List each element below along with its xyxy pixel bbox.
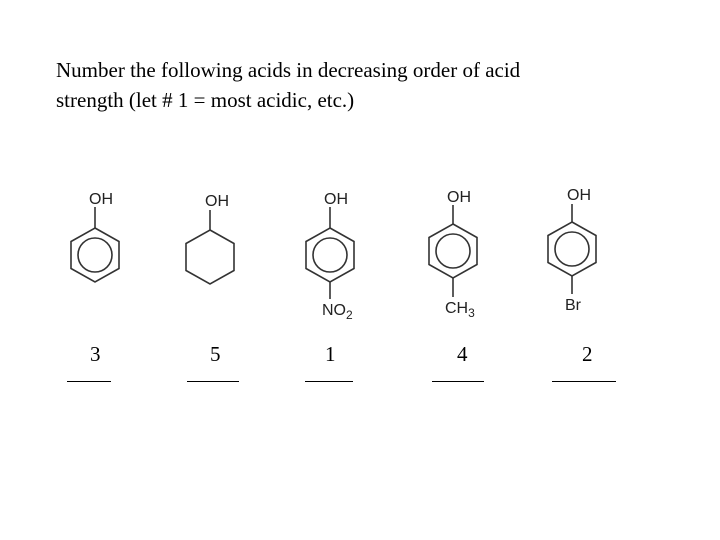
nitro-label: $NO_2$ (322, 302, 353, 322)
phenol-structure (71, 207, 119, 282)
oh-label-5: OH (567, 187, 591, 204)
answer-2: 5 (210, 342, 221, 366)
question-line-2: strength (let # 1 = most acidic, etc.) (56, 88, 355, 112)
methyl-label: $CH_3$ (445, 300, 475, 320)
oh-label-1: OH (89, 191, 113, 208)
answer-blank-5 (552, 381, 616, 382)
answer-blank-2 (187, 381, 239, 382)
bromophenol-structure (548, 204, 596, 294)
answer-blank-1 (67, 381, 111, 382)
answer-1: 3 (90, 342, 101, 366)
answer-blank-4 (432, 381, 484, 382)
cyclohexanol-structure (186, 210, 234, 284)
oh-label-4: OH (447, 189, 471, 206)
answer-5: 2 (582, 342, 593, 366)
bromo-label: Br (565, 297, 581, 314)
oh-label-3: OH (324, 191, 348, 208)
oh-label-2: OH (205, 193, 229, 210)
answer-3: 1 (325, 342, 336, 366)
answer-blank-3 (305, 381, 353, 382)
answer-4: 4 (457, 342, 468, 366)
question-line-1: Number the following acids in decreasing order of acid (56, 58, 521, 82)
nitrophenol-structure (306, 207, 354, 299)
methylphenol-structure (429, 205, 477, 297)
